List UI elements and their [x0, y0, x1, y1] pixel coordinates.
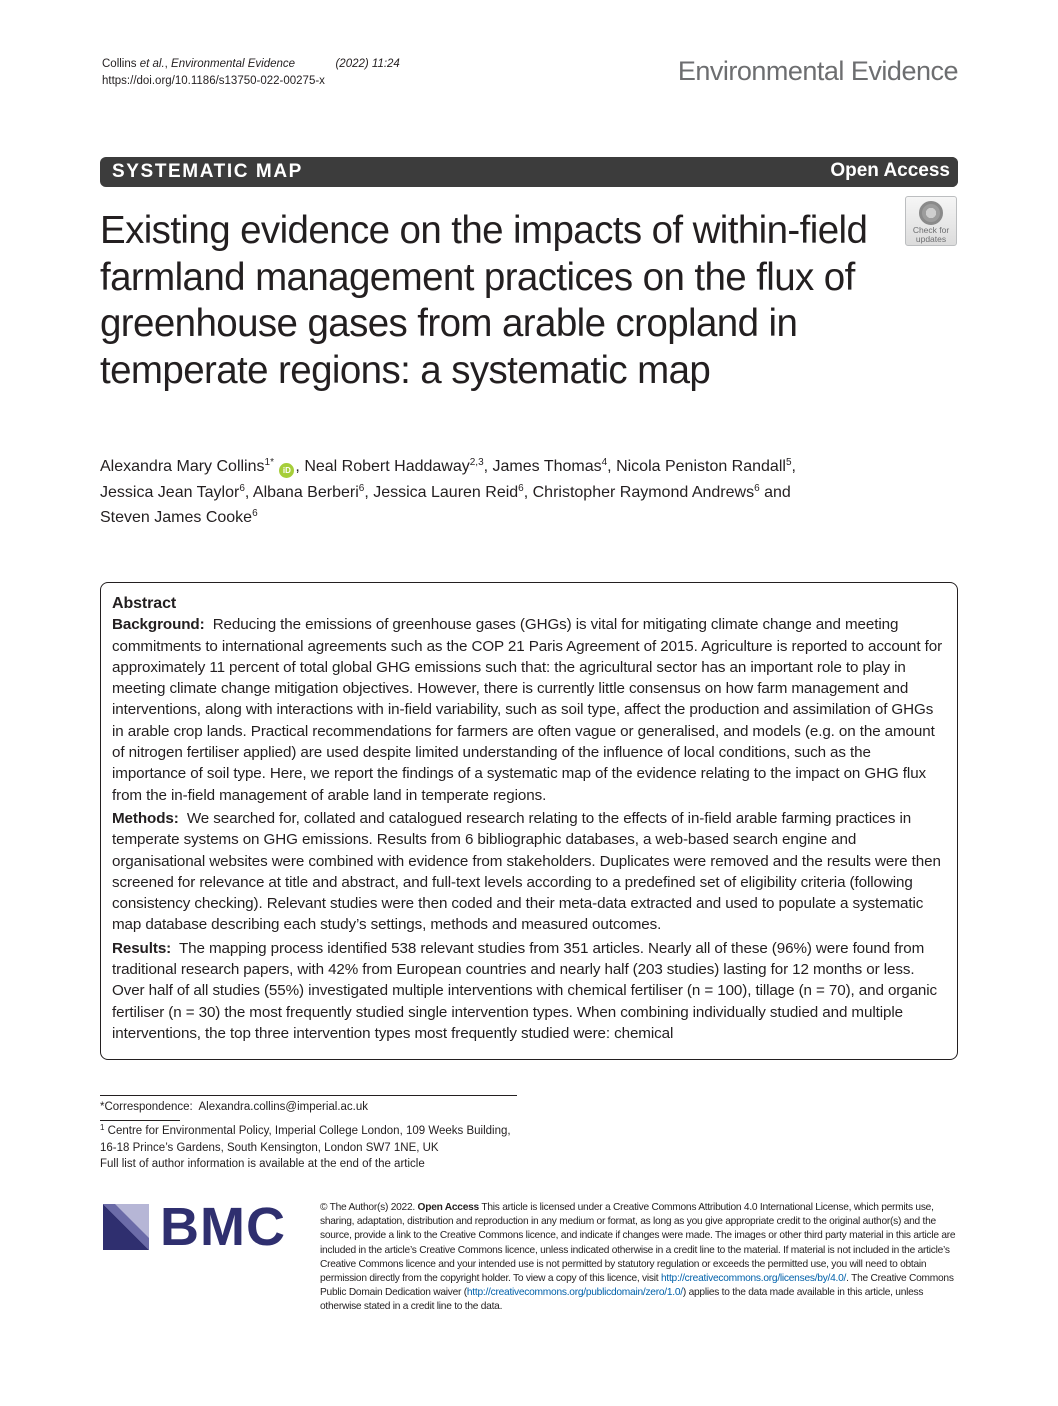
abstract-box — [100, 582, 958, 1060]
footnotes — [100, 1099, 520, 1173]
author-name: James Thomas — [492, 458, 602, 475]
citation-line: Collins et al., Environmental Evidence (2022) 11:24 — [102, 58, 400, 70]
background-label: Background: — [112, 616, 205, 634]
author-name: Jessica Lauren Reid — [373, 483, 519, 501]
affiliation-sup: 1 — [100, 1122, 105, 1132]
footnote-divider-small — [100, 1120, 180, 1121]
background-text: Reducing the emissions of greenhouse gases (GHGs) is vital for mitigating climate change and meeting commitments to international agreements such as the COP 21 Paris Agreement of 2015. Agriculture is reported to account for approximately 11 percent of total global GHG emissions such that: the agricultural sector has an important role to play in meeting climate change mitigation objectives. However, there is currently little consensus on how farm management and interventions, along with interactions with in-field variability, such as soil type, affect the production and assimilation of GHGs in arable crop lands. Practical recommendations for farmers are often vague or generalised, and models (e.g. on the amount of nitrogen fertiliser applied) are used despite limited understanding of the influence of local conditions, such as the importance of soil type. Here, we report the findings of a systematic map of the evidence relating to the impact on GHG flux from the in-field management of arable land in temperate regions. — [112, 616, 943, 804]
author-affiliation-sup: 6 — [239, 482, 245, 494]
author-name: Christopher Raymond Andrews — [532, 483, 755, 501]
author-name: Neal Robert Haddaway — [304, 458, 470, 475]
citation-authors: Collins — [102, 58, 137, 70]
correspondence-email[interactable]: Alexandra.collins@imperial.ac.uk — [198, 1101, 369, 1113]
license-link-cc0[interactable]: http://creativecommons.org/publicdomain/zero/1.0/ — [466, 1287, 683, 1299]
citation-journal: Environmental Evidence — [171, 58, 296, 70]
abstract-heading: Abstract — [112, 595, 177, 612]
affiliation-text: Centre for Environmental Policy, Imperial College London, 109 Weeks Building, 16-18 Prince’s Gardens, South Kensington, London SW7 1NE, UK — [100, 1124, 511, 1154]
author-name: Alexandra Mary Collins — [100, 458, 265, 475]
footnote-divider — [100, 1095, 517, 1096]
author-affiliation-sup: 6 — [358, 482, 365, 494]
author-affiliation-sup: 4 — [601, 457, 608, 468]
open-access-tab — [815, 157, 958, 187]
author-name: Jessica Jean Taylor — [100, 483, 240, 501]
affiliation — [100, 1123, 520, 1157]
citation-year-volume: (2022) 11:24 — [335, 58, 400, 70]
author-name: Nicola Peniston Randall — [616, 458, 786, 475]
license-text-3: ) applies to the data made available in this article, unless otherwise stated in a credit line to the data. — [320, 1287, 924, 1313]
full-author-info-note: Full list of author information is available at the end of the article — [100, 1158, 425, 1171]
bmc-logo-text: BMC — [160, 1197, 286, 1257]
license-statement — [320, 1201, 960, 1315]
author-affiliation-sup: 6 — [754, 482, 760, 494]
author-affiliation-sup: 2,3 — [469, 457, 484, 468]
author-affiliation-sup: 1* — [264, 457, 274, 468]
methods-label: Methods: — [112, 809, 179, 827]
journal-name: Environmental Evidence — [677, 56, 958, 86]
correspondence — [100, 1099, 520, 1116]
open-access-label: Open Access — [830, 160, 950, 181]
copyright-text: © The Author(s) 2022. — [320, 1202, 415, 1213]
bmc-logo[interactable] — [100, 1197, 300, 1257]
license-oa-label: Open Access — [417, 1202, 479, 1213]
article-type: SYSTEMATIC MAP — [112, 161, 303, 182]
bmc-logo-mark-icon — [103, 1204, 149, 1250]
article-title: Existing evidence on the impacts of within-field farmland management practices on the flux of greenhouse gases from arable cropland in temperate regions: a systematic map — [100, 209, 868, 392]
results-text: The mapping process identified 538 relevant studies from 351 articles. Nearly all of these (96%) were found from traditional research papers, with 42% from European countries and nearly half (203 studies) lasting for 12 months or less. Over half of all studies (55%) investigated multiple interventions with chemical fertiliser (n = 100), tillage (n = 70), and organic fertiliser (n = 30) the most frequently studied single intervention types. When combining individually studied and multiple interventions, the top three intervention types most frequently studied were: chemical — [112, 939, 938, 1042]
abstract-results — [112, 938, 948, 1044]
license-link-cc-by[interactable]: http://creativecommons.org/licenses/by/4.0/ — [660, 1273, 847, 1285]
orcid-icon[interactable]: iD — [279, 463, 294, 478]
correspondence-label: *Correspondence: — [100, 1101, 193, 1113]
check-updates-text: Check for updates — [912, 225, 950, 244]
license-text-2: . The Creative Commons Public Domain Dedication waiver ( — [320, 1273, 954, 1299]
abstract-methods — [112, 808, 948, 936]
doi-link[interactable]: https://doi.org/10.1186/s13750-022-00275-x — [102, 75, 325, 87]
author-list: Alexandra Mary Collins$^{1*}$ iD , Neal Robert Haddaway$^{2,3}$, James Thomas$^4$, Nicola Peniston Randall$^5$, Jessica Jean Taylor$^6$, Albana Berberi$^6$, Jessica Lauren Reid$^6$, Christopher Raymond Andrews$^6$ and Steven James Cooke$^6$ — [100, 457, 796, 526]
abstract-background — [112, 614, 948, 806]
citation-header — [102, 56, 400, 90]
license-text-1: This article is licensed under a Creative Commons Attribution 4.0 International License, which permits use, sharing, adaptation, distribution and reproduction in any medium or format, as long as you give appropriate credit to the original author(s) and the source, provide a link to the Creative Commons licence, and indicate if changes were made. The images or other third party material in this article are included in the article’s Creative Commons licence, unless indicated otherwise in a credit line to the material. If material is not included in the article’s Creative Commons licence and your intended use is not permitted by statutory regulation or exceeds the permitted use, you will need to obtain permission directly from the copyright holder. To view a copy of this licence, visit — [320, 1202, 956, 1285]
author-affiliation-sup: 6 — [252, 508, 258, 519]
author-name: Steven James Cooke — [100, 509, 253, 526]
methods-text: We searched for, collated and catalogued research relating to the effects of in-field arable farming practices in temperate systems on GHG emissions. Results from 6 bibliographic databases, a web-based search engine and organisational websites were combined with evidence from stakeholders. Duplicates were removed and the results were then screened for relevance at title and abstract, and full-text levels according to a predefined set of eligibility criteria (following consistency checking). Relevant studies were then coded and their meta-data extracted and used to populate a systematic map database describing each study’s settings, methods and measured outcomes. — [112, 809, 941, 934]
article-type-bar — [100, 157, 958, 187]
author-affiliation-sup: 6 — [518, 482, 524, 494]
citation-etal: et al. — [139, 58, 165, 70]
results-label: Results: — [112, 939, 172, 957]
author-affiliation-sup: 5 — [785, 457, 792, 468]
abstract-content — [112, 593, 948, 1044]
author-name: Albana Berberi — [252, 483, 359, 501]
